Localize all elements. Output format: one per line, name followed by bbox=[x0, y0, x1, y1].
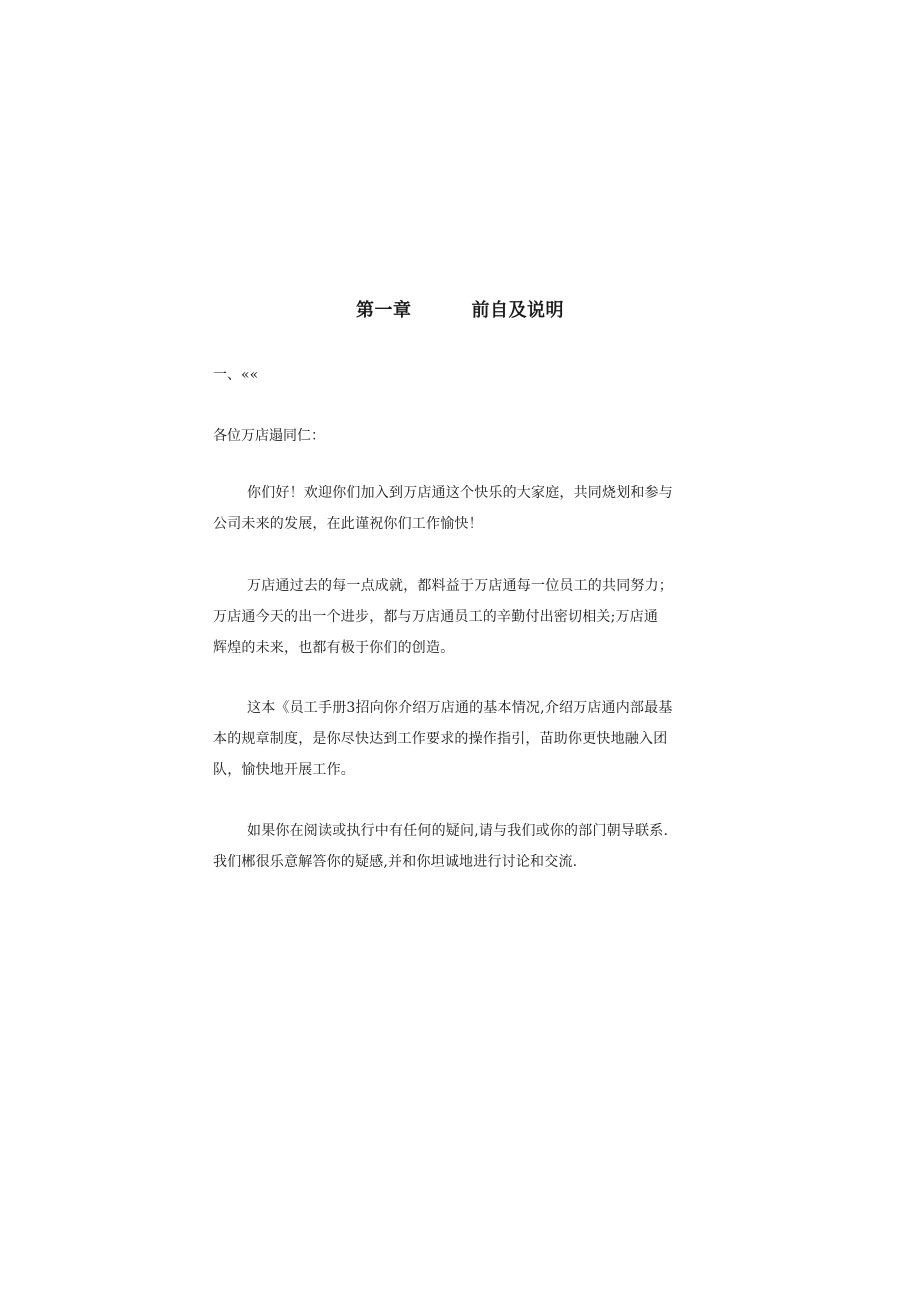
chapter-number: 第一章 bbox=[356, 300, 412, 321]
paragraph-line: 你们好！欢迎你们加入到万店通这个快乐的大家庭，共同烧划和参与 bbox=[247, 485, 673, 501]
paragraph-line: 队，愉快地开展工作。 bbox=[213, 762, 355, 778]
salutation: 各位万店遢同仁： bbox=[213, 428, 325, 444]
paragraph-handbook-intro bbox=[213, 693, 707, 786]
paragraph-line: 我们郴很乐意解答你的疑感,并和你坦诚地进行讨论和交流. bbox=[213, 854, 578, 870]
chapter-name: 前自及说明 bbox=[471, 300, 564, 321]
paragraph-line: 辉煌的未来，也都有极于你们的创造。 bbox=[213, 640, 455, 656]
section-heading: 一、«« bbox=[213, 367, 259, 383]
paragraph-achievements bbox=[213, 571, 707, 664]
paragraph-line: 万店通今天的出一个进步，都与万店通员工的辛勤付出密切相关;万店通 bbox=[213, 609, 659, 625]
paragraph-line: 如果你在阅读或执行中有任何的疑问,请与我们或你的部门朝导联系. bbox=[247, 823, 669, 839]
chapter-title bbox=[0, 298, 920, 324]
paragraph-line: 这本《员工手册3招向你介绍万店通的基本情况,介绍万店通内部最基 bbox=[247, 700, 673, 716]
paragraph-questions bbox=[213, 816, 707, 878]
paragraph-welcome bbox=[213, 478, 707, 540]
paragraph-line: 本的规章制度，是你尽快达到工作要求的操作指引，苗助你更快地融入团 bbox=[213, 731, 668, 747]
paragraph-line: 万店通过去的每一点成就，都料益于万店通每一位员工的共同努力； bbox=[247, 578, 673, 594]
paragraph-line: 公司未来的发展，在此谨祝你们工作愉快！ bbox=[213, 516, 483, 532]
